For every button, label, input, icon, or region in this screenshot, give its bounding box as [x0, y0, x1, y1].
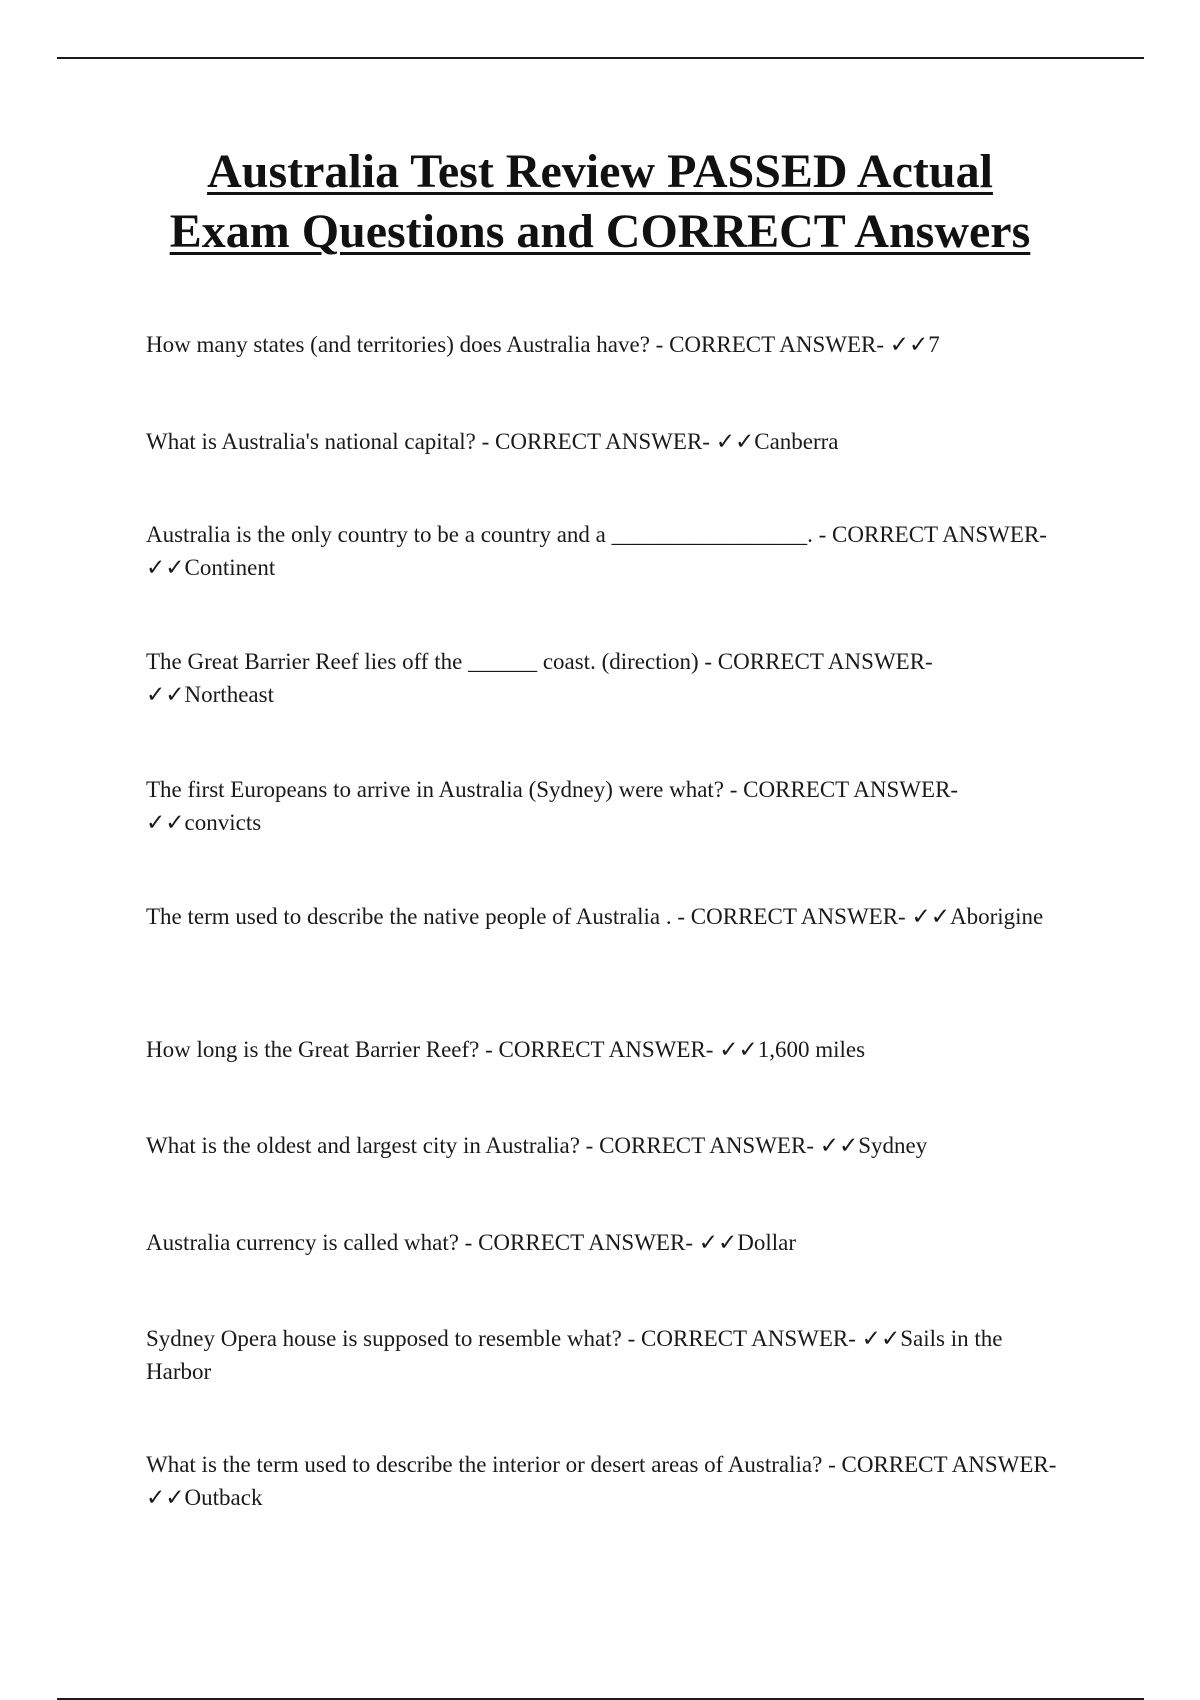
qa-item-4: The Great Barrier Reef lies off the ______ coast. (direction) - CORRECT ANSWER- ✓✓Northeast	[146, 649, 933, 707]
qa-item-9: Australia currency is called what? - CORRECT ANSWER- ✓✓Dollar	[146, 1230, 797, 1255]
qa-item-8: What is the oldest and largest city in Australia? - CORRECT ANSWER- ✓✓Sydney	[146, 1133, 928, 1158]
qa-item-3: Australia is the only country to be a country and a _________________. - CORRECT ANSWER- ✓✓Continent	[146, 522, 1047, 580]
qa-item-7: How long is the Great Barrier Reef? - CORRECT ANSWER- ✓✓1,600 miles	[146, 1037, 866, 1062]
qa-item-11: What is the term used to describe the interior or desert areas of Australia? - CORRECT ANSWER- ✓✓Outback	[146, 1452, 1057, 1510]
qa-item-1: How many states (and territories) does Australia have? - CORRECT ANSWER- ✓✓7	[146, 332, 940, 357]
qa-item-2: What is Australia's national capital? - CORRECT ANSWER- ✓✓Canberra	[146, 429, 839, 454]
top-divider	[57, 57, 1144, 59]
document-title	[100, 142, 1100, 262]
qa-item-5: The first Europeans to arrive in Australia (Sydney) were what? - CORRECT ANSWER- ✓✓convicts	[146, 777, 959, 835]
qa-item-10: Sydney Opera house is supposed to resemble what? - CORRECT ANSWER- ✓✓Sails in the Harbor	[146, 1326, 1003, 1384]
title-line-2: Exam Questions and CORRECT Answers	[169, 205, 1031, 258]
title-line-1: Australia Test Review PASSED Actual	[207, 145, 993, 198]
qa-item-6: The term used to describe the native people of Australia . - CORRECT ANSWER- ✓✓Aborigine	[146, 904, 1044, 929]
